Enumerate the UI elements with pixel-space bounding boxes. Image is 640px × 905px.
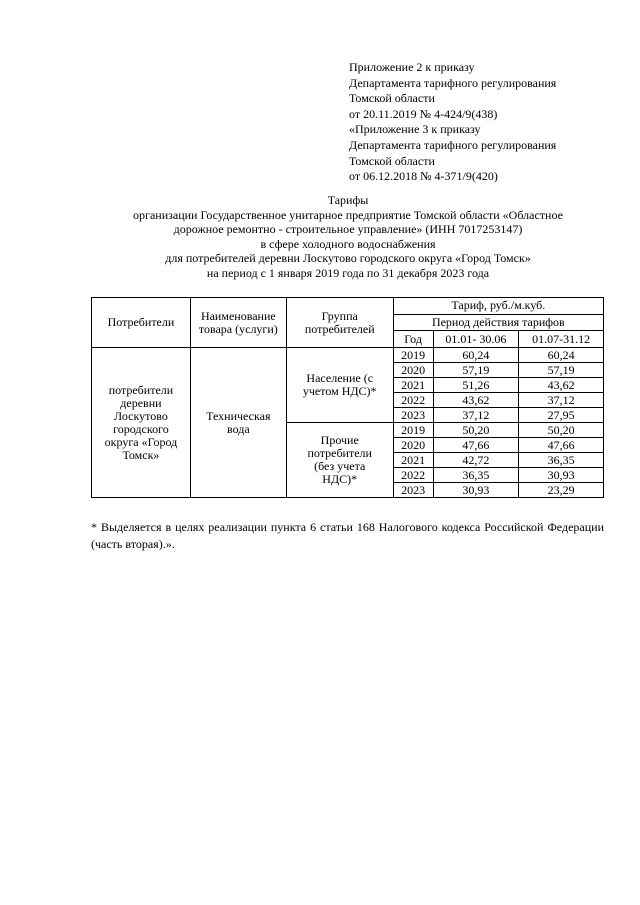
value-h2: 36,35	[519, 453, 604, 468]
value-h1: 37,12	[433, 408, 519, 423]
value-h2: 27,95	[519, 408, 604, 423]
heading-line: для потребителей деревни Лоскутово городского округа «Город Томск»	[165, 251, 531, 266]
group-population: Население (с учетом НДС)*	[286, 348, 393, 423]
table-row	[92, 348, 604, 363]
value-h2: 47,66	[519, 438, 604, 453]
footnote: * Выделяется в целях реализации пункта 6 статьи 168 Налогового кодекса Российской Федерации (часть вторая).».	[91, 520, 604, 551]
year-cell: 2022	[393, 468, 433, 483]
year-cell: 2019	[393, 348, 433, 363]
appendix-line: «Приложение 3 к приказу	[349, 122, 481, 137]
heading-line: дорожное ремонтно - строительное управление» (ИНН 7017253147)	[173, 222, 523, 237]
header-period: Период действия тарифов	[393, 314, 603, 331]
appendix-line: от 20.11.2019 № 4-424/9(438)	[349, 106, 498, 121]
header-first-half: 01.01- 30.06	[433, 331, 519, 348]
value-h2: 60,24	[519, 348, 604, 363]
value-h1: 42,72	[433, 453, 519, 468]
value-h1: 43,62	[433, 393, 519, 408]
appendix-line: Приложение 2 к приказу	[349, 60, 475, 74]
heading-line: организации Государственное унитарное предприятие Томской области «Областное	[133, 207, 563, 222]
value-h1: 57,19	[433, 363, 519, 378]
header-product: Наименование товара (услуги)	[190, 298, 286, 348]
year-cell: 2023	[393, 408, 433, 423]
value-h1: 47,66	[433, 438, 519, 453]
value-h1: 36,35	[433, 468, 519, 483]
value-h2: 57,19	[519, 363, 604, 378]
heading-line: на период с 1 января 2019 года по 31 декабря 2023 года	[206, 265, 490, 280]
header-consumers: Потребители	[92, 298, 191, 348]
appendix-line: от 06.12.2018 № 4-371/9(420)	[349, 169, 498, 184]
year-cell: 2019	[393, 423, 433, 438]
value-h2: 50,20	[519, 423, 604, 438]
value-h1: 30,93	[433, 483, 519, 498]
year-cell: 2021	[393, 453, 433, 468]
document-heading	[92, 193, 604, 281]
appendix-line: Департамента тарифного регулирования	[349, 137, 557, 152]
year-cell: 2020	[393, 363, 433, 378]
value-h1: 50,20	[433, 423, 519, 438]
group-other-consumers: Прочие потребители (без учета НДС)*	[286, 423, 393, 498]
header-group: Группа потребителей	[286, 298, 393, 348]
value-h2: 37,12	[519, 393, 604, 408]
appendix-block	[349, 60, 556, 185]
value-h2: 30,93	[519, 468, 604, 483]
year-cell: 2023	[393, 483, 433, 498]
header-second-half: 01.07-31.12	[519, 331, 604, 348]
year-cell: 2020	[393, 438, 433, 453]
header-year: Год	[393, 331, 433, 348]
heading-line: в сфере холодного водоснабжения	[260, 236, 436, 251]
appendix-line: Департамента тарифного регулирования	[349, 75, 557, 90]
value-h2: 43,62	[519, 378, 604, 393]
appendix-line: Томской области	[349, 153, 435, 168]
heading-title: Тарифы	[327, 193, 369, 207]
product-cell: Техническая вода	[190, 348, 286, 498]
consumers-cell: потребители деревни Лоскутово городского округа «Город Томск»	[92, 348, 191, 498]
value-h1: 60,24	[433, 348, 519, 363]
year-cell: 2022	[393, 393, 433, 408]
value-h1: 51,26	[433, 378, 519, 393]
tariff-table	[91, 297, 604, 498]
year-cell: 2021	[393, 378, 433, 393]
appendix-line: Томской области	[349, 91, 435, 106]
value-h2: 23,29	[519, 483, 604, 498]
header-tariff: Тариф, руб./м.куб.	[393, 298, 603, 315]
